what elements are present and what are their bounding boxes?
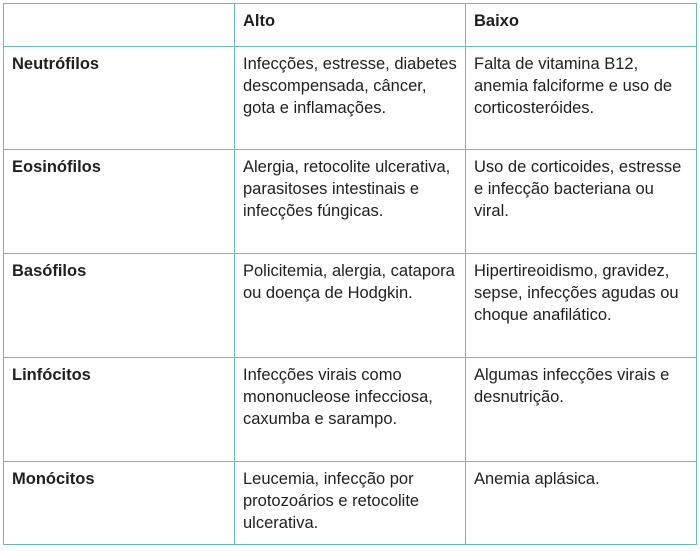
table-row: [4, 358, 697, 462]
cell-alto: Infecções, estresse, diabetes descompensada, câncer, gota e inflamações.: [235, 47, 466, 150]
header-alto: Alto: [235, 4, 466, 47]
blood-cell-table: [3, 3, 697, 545]
header-empty-cell: [4, 4, 235, 47]
cell-baixo: Falta de vitamina B12, anemia falciforme e uso de corticosteróides.: [466, 47, 697, 150]
row-label-eosinofilos: Eosinófilos: [4, 150, 235, 254]
header-baixo: Baixo: [466, 4, 697, 47]
cell-alto: Policitemia, alergia, catapora ou doença de Hodgkin.: [235, 254, 466, 358]
cell-baixo: Hipertireoidismo, gravidez, sepse, infecções agudas ou choque anafilático.: [466, 254, 697, 358]
cell-alto: Leucemia, infecção por protozoários e retocolite ulcerativa.: [235, 462, 466, 545]
cell-baixo: Algumas infecções virais e desnutrição.: [466, 358, 697, 462]
cell-alto: Infecções virais como mononucleose infecciosa, caxumba e sarampo.: [235, 358, 466, 462]
row-label-monocitos: Monócitos: [4, 462, 235, 545]
cell-baixo: Uso de corticoides, estresse e infecção bacteriana ou viral.: [466, 150, 697, 254]
table-row: [4, 47, 697, 150]
table-row: [4, 462, 697, 545]
table-header-row: [4, 4, 697, 47]
cell-baixo: Anemia aplásica.: [466, 462, 697, 545]
row-label-basofilos: Basófilos: [4, 254, 235, 358]
table-row: [4, 254, 697, 358]
row-label-linfocitos: Linfócitos: [4, 358, 235, 462]
row-label-neutrofilos: Neutrófilos: [4, 47, 235, 150]
cell-alto: Alergia, retocolite ulcerativa, parasitoses intestinais e infecções fúngicas.: [235, 150, 466, 254]
table-row: [4, 150, 697, 254]
